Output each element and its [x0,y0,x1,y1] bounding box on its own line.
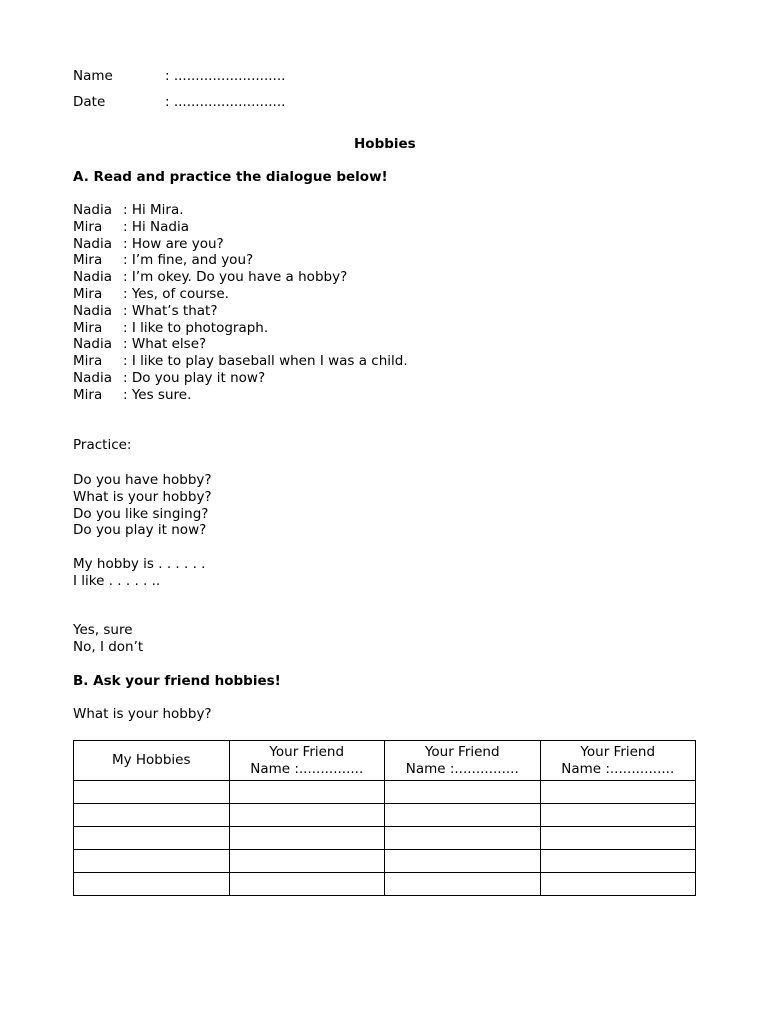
speaker: Nadia [73,369,112,386]
practice-statement: I like . . . . . .. [73,572,161,589]
table-cell[interactable] [74,827,230,850]
table-row [74,781,696,804]
speaker: Nadia [73,336,112,353]
table-row [74,850,696,873]
utterance: : What’s that? [123,302,218,319]
friend-name-field[interactable]: Name :............... [405,760,519,777]
dialogue [73,202,408,404]
friend-name-field[interactable]: Name :............... [250,760,364,777]
table-cell[interactable] [385,850,541,873]
name-field[interactable]: : .......................... [165,68,286,84]
dialogue-line [73,353,408,370]
friend-name-field[interactable]: Name :............... [561,760,675,777]
practice-answer: No, I don’t [73,638,144,655]
section-a-heading: A. Read and practice the dialogue below! [73,169,388,185]
dialogue-line [73,387,408,404]
utterance: : I’m okey. Do you have a hobby? [123,269,348,286]
table-cell[interactable] [540,804,696,827]
practice-question: What is your hobby? [73,488,212,505]
table-header-row [74,741,696,781]
speaker: Nadia [73,269,112,286]
dialogue-line [73,269,408,286]
practice-questions [73,472,212,539]
hobbies-table [73,740,696,896]
dialogue-line [73,336,408,353]
table-cell[interactable] [74,873,230,896]
section-b-prompt: What is your hobby? [73,706,212,722]
speaker: Mira [73,386,103,403]
speaker: Mira [73,285,103,302]
header-line: Your Friend [424,743,500,760]
table-header-cell [540,741,696,781]
utterance: : Yes sure. [123,386,192,403]
page-title: Hobbies [354,136,416,152]
header-line: My Hobbies [111,752,191,768]
table-cell[interactable] [229,804,385,827]
utterance: : What else? [123,336,207,353]
speaker: Mira [73,252,103,269]
dialogue-line [73,219,408,236]
utterance: : Do you play it now? [123,369,266,386]
section-b-heading: B. Ask your friend hobbies! [73,673,281,689]
dialogue-line [73,320,408,337]
dialogue-line [73,286,408,303]
speaker: Mira [73,353,103,370]
dialogue-line [73,202,408,219]
header-line: Your Friend [269,743,345,760]
table-cell[interactable] [74,850,230,873]
table-cell[interactable] [74,781,230,804]
speaker: Nadia [73,302,112,319]
table-header-cell [229,741,385,781]
utterance: : I like to play baseball when I was a child. [123,353,408,370]
practice-statements [73,556,205,590]
name-label: Name [73,68,113,84]
speaker: Nadia [73,202,112,218]
table-cell[interactable] [385,827,541,850]
utterance: : Hi Nadia [123,218,189,235]
table-cell[interactable] [385,873,541,896]
dialogue-line [73,236,408,253]
dialogue-line [73,370,408,387]
date-label: Date [73,94,106,110]
speaker: Mira [73,218,103,235]
header-line: Your Friend [580,743,656,760]
practice-question: Do you play it now? [73,522,207,539]
table-cell[interactable] [385,804,541,827]
date-field[interactable]: : .......................... [165,94,286,110]
practice-answer: Yes, sure [73,622,133,638]
table-cell[interactable] [540,781,696,804]
utterance: : How are you? [123,235,224,252]
practice-question: Do you like singing? [73,505,209,522]
utterance: : I’m fine, and you? [123,252,254,269]
table-cell[interactable] [540,850,696,873]
table-row [74,827,696,850]
table-cell[interactable] [540,873,696,896]
table-header-cell [74,741,230,781]
table-row [74,873,696,896]
dialogue-line [73,303,408,320]
utterance: : Yes, of course. [123,285,229,302]
table-row [74,804,696,827]
practice-statement: My hobby is . . . . . . [73,556,206,572]
utterance: : I like to photograph. [123,319,269,336]
speaker: Nadia [73,235,112,252]
practice-answers [73,622,143,656]
table-cell[interactable] [229,781,385,804]
table-cell[interactable] [385,781,541,804]
table-cell[interactable] [229,850,385,873]
table-cell[interactable] [229,827,385,850]
practice-label: Practice: [73,437,132,453]
dialogue-line [73,252,408,269]
table-cell[interactable] [540,827,696,850]
table-header-cell [385,741,541,781]
speaker: Mira [73,319,103,336]
table-cell[interactable] [229,873,385,896]
table-cell[interactable] [74,804,230,827]
utterance: : Hi Mira. [123,202,184,218]
practice-question: Do you have hobby? [73,472,212,488]
